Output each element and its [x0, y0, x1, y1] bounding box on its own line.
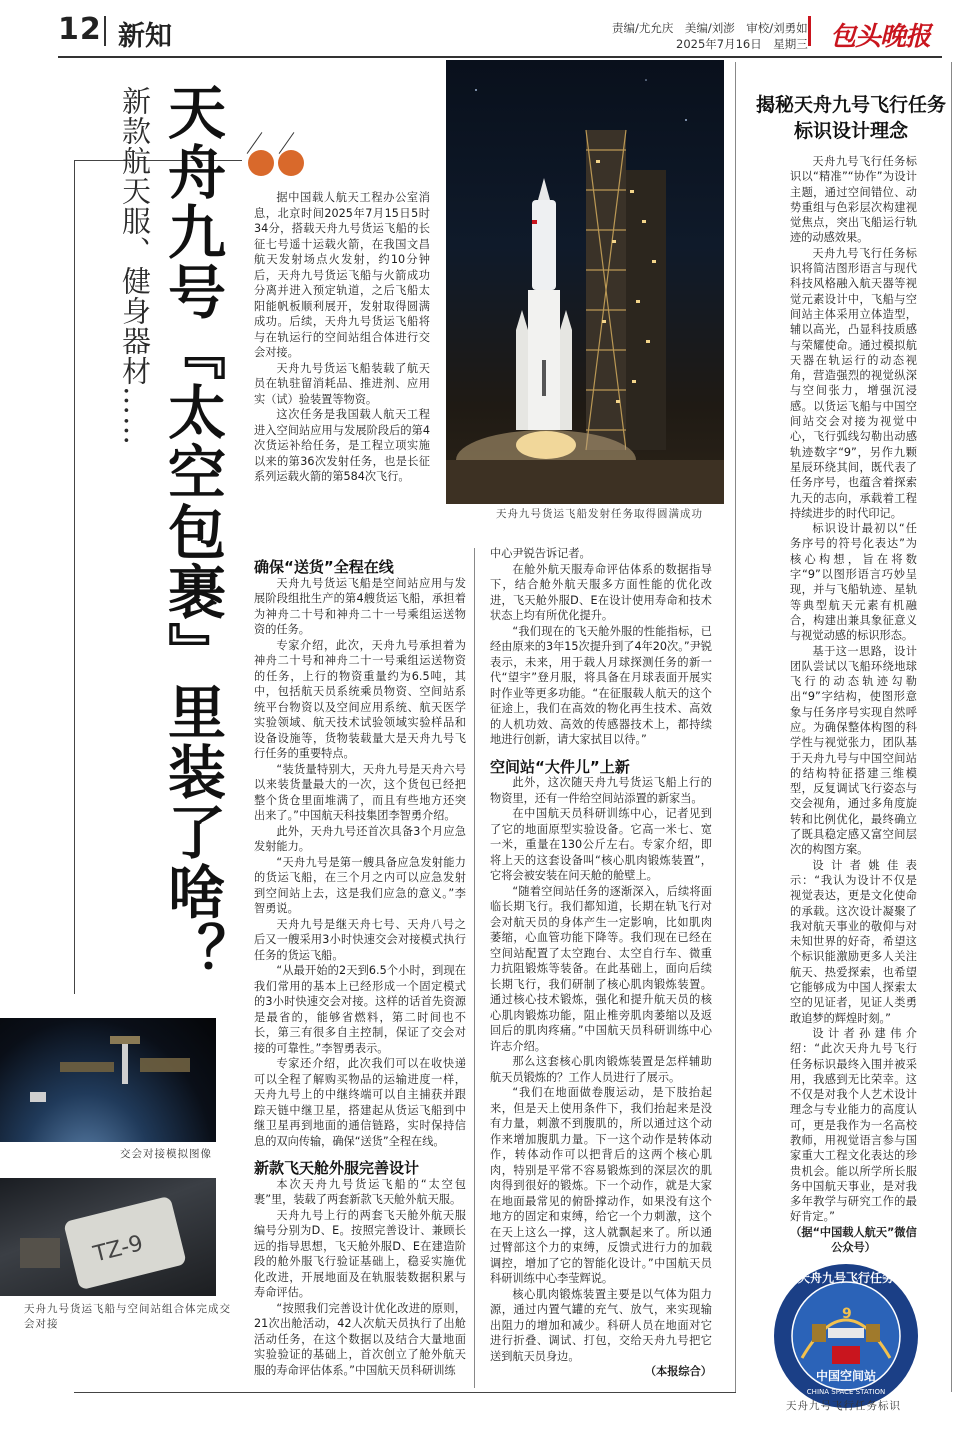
emblem-number: 9 [842, 1306, 852, 1322]
page-number: 12 [58, 12, 102, 47]
column-divider [474, 548, 475, 1388]
article-lead [254, 190, 430, 485]
right-edge-divider [951, 62, 952, 1392]
paragraph: 专家介绍，此次，天舟九号承担着为神舟二十号和神舟二十一号乘组运送物资的任务，上行的物资重量约为6.5吨，其中，包括航天员系统乘员物资、空间站系统平台物资以及空间应用系统、航天医学实验领域、航天技术试验领域实验样品和设备设施等，货物装载量大是天舟九号飞行任务的重要特点。 [254, 638, 466, 760]
paragraph: 那么这套核心肌肉锻炼装置是怎样辅助航天员锻炼的？工作人员进行了展示。 [490, 1055, 712, 1084]
rocket-launch-photo [446, 60, 724, 504]
paragraph: 核心肌肉锻炼装置主要是以气体为阻力源，通过内置气罐的充气、放气，来实现输出阻力的增加和减少。科研人员在地面对它进行折叠、调试、打包，交给天舟九号把它送到航天员身边。 [490, 1287, 712, 1363]
section-name: 新知 [118, 21, 172, 52]
decor-circle [278, 150, 304, 176]
sidebar-source: （据“中国载人航天”微信公众号） [790, 1225, 917, 1255]
emblem-english-text: CHINA SPACE STATION [806, 1388, 886, 1396]
paragraph: 天舟九号飞行任务标识将简洁图形语言与现代科技风格融入航天器等视觉元素设计中，飞船与空间站主体采用立体造型，辅以高光，凸显科技质感与荣耀使命。通过模拟航天器在轨运行的动态视角，营造强烈的视觉纵深与空间张力，增强沉浸感。以货运飞船与中国空间站交会对接为视觉中心，飞行弧线勾勒出动感轨迹数字“9”，另作九颗星辰环绕其间，既代表了任务序号，也蕴含着探索九天的志向，承载着工程持续进步的时代印记。 [790, 246, 917, 520]
docking-simulation-photo [0, 1018, 216, 1142]
paragraph: 在中国航天员科研训练中心，记者见到了它的地面原型实验设备。它高一米七、宽一米，重量在130公斤左右。专家介绍，即将上天的这套设备叫“核心肌肉锻炼装置”，它将会被安装在问天舱的舱壁上。 [490, 807, 712, 882]
section-heading: 空间站“大件儿”上新 [490, 757, 630, 776]
paragraph: 天舟九号飞行任务标识以“精准”“协作”为设计主题，通过空间错位、动势重组与色彩层次构建视觉焦点，突出飞船运行轨迹的动感效果。 [790, 155, 917, 245]
issue-date: 2025年7月16日 星期三 [676, 37, 808, 51]
docking-photo [0, 1178, 216, 1296]
lead-paragraph: 据中国载人航天工程办公室消息，北京时间2025年7月15日5时34分，搭载天舟九号货运飞船的长征七号遥十运载火箭，在我国文昌航天发射场点火发射，约10分钟后，天舟九号货运飞船与火箭成功分离并进入预定轨道，之后飞船太阳能帆板顺利展开，发射取得圆满成功。后续，天舟九号货运飞船将与在轨运行的空间站组合体进行交会对接。 [254, 191, 430, 359]
paragraph: 此外，天舟九号还首次具备3个月应急发射能力。 [254, 824, 466, 853]
docking-simulation-caption: 交会对接模拟图像 [120, 1148, 212, 1160]
emblem-caption: 天舟九号飞行任务标识 [786, 1400, 901, 1412]
paragraph: “装货量特别大，天舟九号是天舟六号以来装货量最大的一次，这个货包已经把整个货仓里面堆满了，而且有些地方还突出来了。”中国航天科技集团李智勇介绍。 [254, 762, 466, 822]
launch-photo-caption: 天舟九号货运飞船发射任务取得圆满成功 [496, 508, 703, 520]
decor-circle [248, 150, 274, 176]
section-heading: 确保“送货”全程在线 [254, 558, 394, 576]
sidebar-article [790, 154, 917, 1255]
paragraph: “我们在地面做卷腹运动，是下肢抬起来，但是天上使用条件下，我们抬起来是没有力量，刺激不到腹肌的，所以通过这个动作来增加腹肌力量。下一这个动作是转体动作，转体动作可以把背后的这两个核心肌肉，特别是平常不容易锻炼到的深层次的肌肉得到很好的锻炼。下一个动作，就是大家在地面最常见的俯卧撑动作，如果没有这个地方的固定和束缚，给它一个力刺激，这个在天上这么一撑，这人就飘起来了。所以通过臂部这个力的束缚，反馈式进行力的加载调控，增加了它的智能化设计。”中国航天员科研训练中心李莹辉说。 [490, 1086, 712, 1285]
paragraph: 设计者孙建伟介绍：“此次天舟九号飞行任务标识最终入围并被采用，我感到无比荣幸。这不仅是对我个人艺术设计理念与专业能力的高度认可，更是我作为一名高校教师，用视觉语言参与国家重大工程文化表达的珍贵机会。能以所学所长服务中国航天事业，是对我多年教学与研究工作的最好肯定。” [790, 1026, 917, 1224]
frame-line-left [74, 160, 75, 994]
sidebar-title: 揭秘天舟九号飞行任务标识设计理念 [756, 94, 947, 142]
paragraph: “天舟九号是第一艘具备应急发射能力的货运飞船，在三个月之内可以应急发射到空间站上去，这是我们应急的意义。”李智勇说。 [254, 855, 466, 915]
paragraph: “从最开始的2天到6.5个小时，到现在我们常用的基本上已经形成一个固定模式的3小时快速交会对接。这样的话首先资源是最省的，能够省燃料，第二时间也不长，第三有很多自主控制，保证了交会对接的可靠性。”李智勇表示。 [254, 964, 466, 1055]
paragraph: 基于这一思路，设计团队尝试以飞船环绕地球飞行的动态轨迹勾勒出“9”字结构，使图形意象与任务序号实现自然呼应。为确保整体构图的科学性与视觉张力，团队基于天舟九号与中国空间站的结构特征搭建三维模型，反复调试飞行姿态与交会视角，通过多角度旋转和比例优化，最终确立了既具稳定感又富空间层次的构图方案。 [790, 644, 917, 857]
lead-paragraph: 这次任务是我国载人航天工程进入空间站应用与发展阶段后的第4次货运补给任务，是工程立项实施以来的第36次发射任务，也是长征系列运载火箭的第584次飞行。 [254, 408, 430, 483]
article-column-2 [490, 546, 712, 1380]
paragraph: “我们现在的飞天舱外服的性能指标，已经由原来的3年15次提升到了4年20次。”尹锐表示，未来，用于载人月球探测任务的新一代“望宇”登月服，将具备在月球表面开展实时作业等更多功能。“在征服载人航天的这个征途上，我们在高效的物化再生技术、高效的人机功效、高效的传感器技术上，都持续地进行创新，请大家拭目以待。” [490, 624, 712, 746]
article-headline: 天舟九号『太空包裹』里装了啥？ [158, 82, 226, 982]
paragraph: 设计者姚佳表示：“我认为设计不仅是视觉表达，更是文化使命的承载。这次设计凝聚了我对航天事业的敬仰与对未知世界的好奇，希望这个标识能激励更多人关注航天、热爱探索，也希望它能够成为中国人探索太空的见证者，见证人类勇敢追梦的辉煌时刻。” [790, 858, 917, 1025]
paragraph: 中心尹锐告诉记者。 [490, 547, 591, 560]
paragraph: 天舟九号上行的两套飞天舱外航天服编号分别为D、E。按照完善设计、兼顾长远的指导思想，飞天舱外服D、E在建造阶段的舱外服飞行验证基础上，稳妥实施优化改进，开展地面及在轨服装数据积累与寿命评估。 [254, 1208, 466, 1299]
paragraph: 此外，这次随天舟九号货运飞船上行的物资里，还有一件给空间站添置的新家当。 [490, 776, 712, 805]
emblem-bottom-text: 中国空间站 [815, 1369, 877, 1383]
paragraph: 在舱外航天服寿命评估体系的数据指导下，结合舱外航天服多方面性能的优化改进，飞天舱外服D、E在设计使用寿命和技术状态上均有所优化提升。 [490, 562, 712, 622]
paragraph: 标识设计最初以“任务序号的符号化表达”为核心构想，旨在将数字“9”以图形语言巧妙呈现，并与飞船轨迹、星轨等典型航天元素有机融合，构建出兼具象征意义与视觉动感的标识形态。 [790, 522, 917, 643]
paragraph: 专家还介绍，此次我们可以在收快递可以全程了解购买物品的运输进度一样，天舟九号上的中继终端可以自主捕获并跟踪天链中继卫星，搭建起从货运飞船到中继卫星再到地面的通信链路，实时保持信息的双向传输，确保“送货”全程在线。 [254, 1057, 466, 1148]
svg-text:TZ-9: TZ-9 [91, 1231, 146, 1268]
article-subtitle: 新款航天服、健身器材…… [118, 86, 152, 446]
masthead-logo: 包头晚报 [830, 22, 931, 52]
editor-credits: 责编/尤允庆 美编/刘澎 审校/刘勇如 [612, 21, 808, 35]
mission-emblem [772, 1262, 920, 1410]
section-heading: 新款飞天舱外服完善设计 [254, 1159, 420, 1177]
docking-photo-caption: 天舟九号货运飞船与空间站组合体完成交会对接 [24, 1303, 231, 1330]
right-column-divider [735, 62, 736, 1392]
article-byline: （本报综合） [644, 1365, 712, 1378]
paragraph: 天舟九号货运飞船是空间站应用与发展阶段组批生产的第4艘货运飞船，承担着为神舟二十号和神舟二十一号乘组运送物资的任务。 [254, 576, 466, 636]
paragraph: “按照我们完善设计优化改进的原则，21次出舱活动，42人次航天员执行了出舱活动任务，在这个数据以及结合大量地面实验验证的基础上，首次创立了舱外航天服的寿命评估体系。”中国航天员科研训练 [254, 1301, 466, 1377]
frame-line-bottom [74, 1392, 736, 1393]
header-divider [104, 16, 106, 46]
paragraph: “随着空间站任务的逐渐深入，后续将面临长期飞行。我们都知道，长期在轨飞行对会对航天员的身体产生一定影响，比如肌肉萎缩，心血管功能下降等。我们现在已经在空间站配置了太空跑台、太空自行车、微重力抗阻锻炼等装备。在此基础上，面向后续长期飞行，我们研制了核心肌肉锻炼装置。通过核心技术锻炼，强化和提升航天员的核心肌肉锻炼功能，阻止椎旁肌肉萎缩以及返回后的肌肉疼痛。”中国航天员科研训练中心 许志介绍。 [490, 884, 712, 1053]
article-column-1 [254, 560, 466, 1378]
header-rule [58, 56, 942, 58]
lead-paragraph: 天舟九号货运飞船装载了航天员在轨驻留消耗品、推进剂、应用实（试）验装置等物资。 [254, 361, 430, 406]
paragraph: 天舟九号是继天舟七号、天舟八号之后又一艘采用3小时快速交会对接模式执行任务的货运飞船。 [254, 917, 466, 962]
masthead-bar [808, 16, 811, 46]
paragraph: 本次天舟九号货运飞船的“太空包裹”里，装载了两套新款飞天舱外航天服。 [254, 1177, 466, 1206]
emblem-top-text: 天舟九号飞行任务 [797, 1271, 895, 1285]
